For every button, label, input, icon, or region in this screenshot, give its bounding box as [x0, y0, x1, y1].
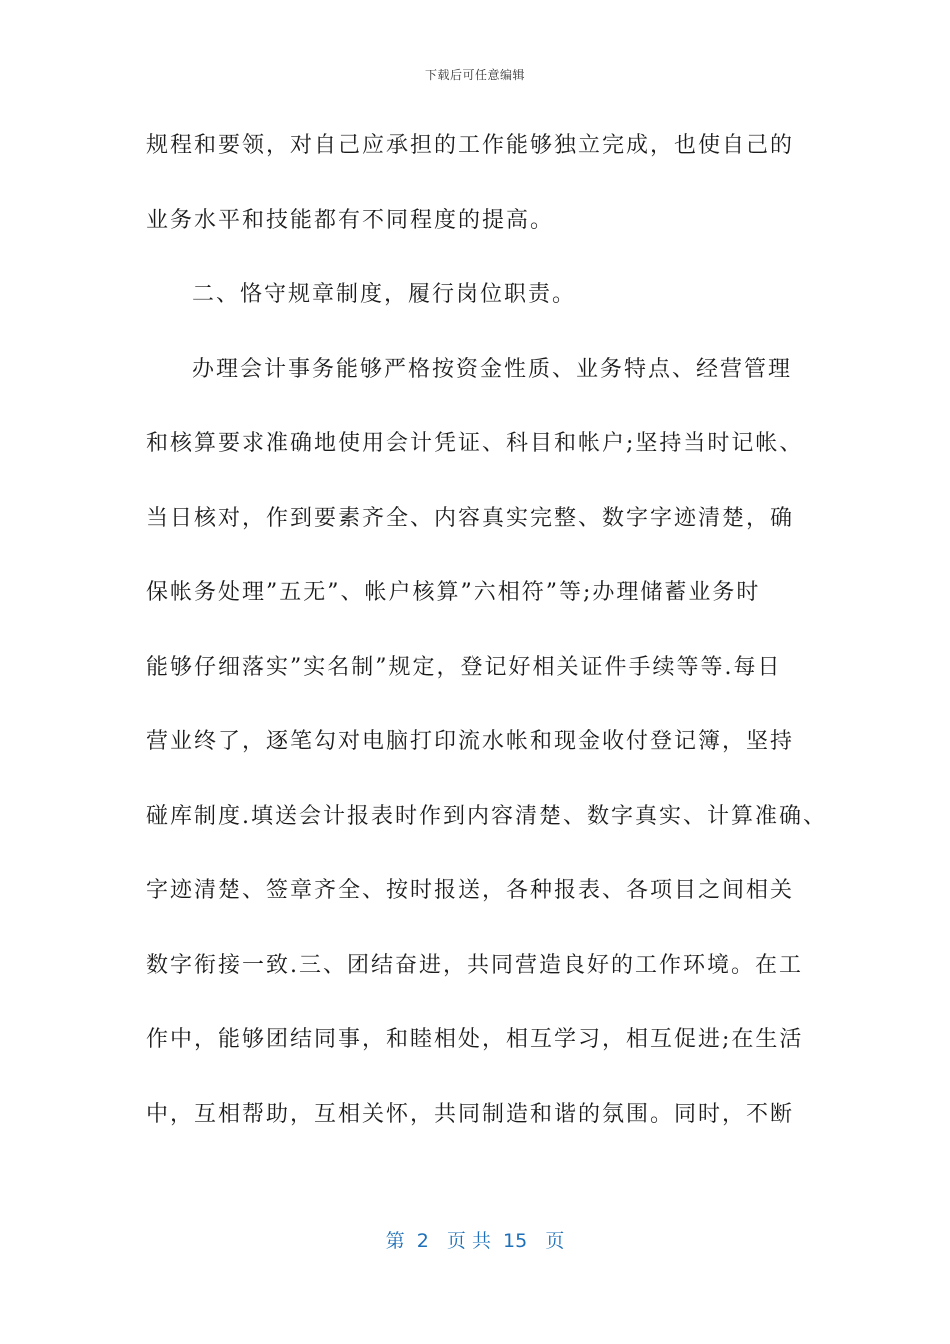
page-header: 下载后可任意编辑: [424, 68, 525, 82]
text-line: 保帐务处理”五无”、帐户核算”六相符”等;办理储蓄业务时: [146, 580, 761, 605]
text-line: 字迹清楚、签章齐全、按时报送，各种报表、各项目之间相关: [146, 878, 795, 903]
paragraph-start: 办理会计事务能够严格按资金性质、业务特点、经营管理: [192, 356, 793, 382]
text-line: 碰库制度.填送会计报表时作到内容清楚、数字真实、计算准确、: [146, 803, 827, 829]
text-line: 业务水平和技能都有不同程度的提高。: [146, 207, 555, 233]
page-number: 第 2 页 共 15 页: [385, 1230, 565, 1252]
text-line: 和核算要求准确地使用会计凭证、科目和帐户;坚持当时记帐、: [146, 431, 804, 456]
document-body: [146, 118, 826, 1161]
text-line: 规程和要领，对自己应承担的工作能够独立完成，也使自己的: [146, 133, 795, 158]
text-line: 能够仔细落实”实名制”规定，登记好相关证件手续等等.每日: [146, 654, 782, 680]
text-line: 作中，能够团结同事，和睦相处，相互学习，相互促进;在生活: [146, 1027, 804, 1052]
text-line: 当日核对，作到要素齐全、内容真实完整、数字字迹清楚，确: [146, 505, 795, 531]
section-heading: 二、恪守规章制度，履行岗位职责。: [192, 282, 577, 307]
text-line: 营业终了，逐笔勾对电脑打印流水帐和现金收付登记簿，坚持: [146, 729, 795, 754]
text-line: 数字衔接一致.三、团结奋进，共同营造良好的工作环境。在工: [146, 952, 803, 978]
text-line: 中，互相帮助，互相关怀，共同制造和谐的氛围。同时，不断: [146, 1101, 795, 1127]
